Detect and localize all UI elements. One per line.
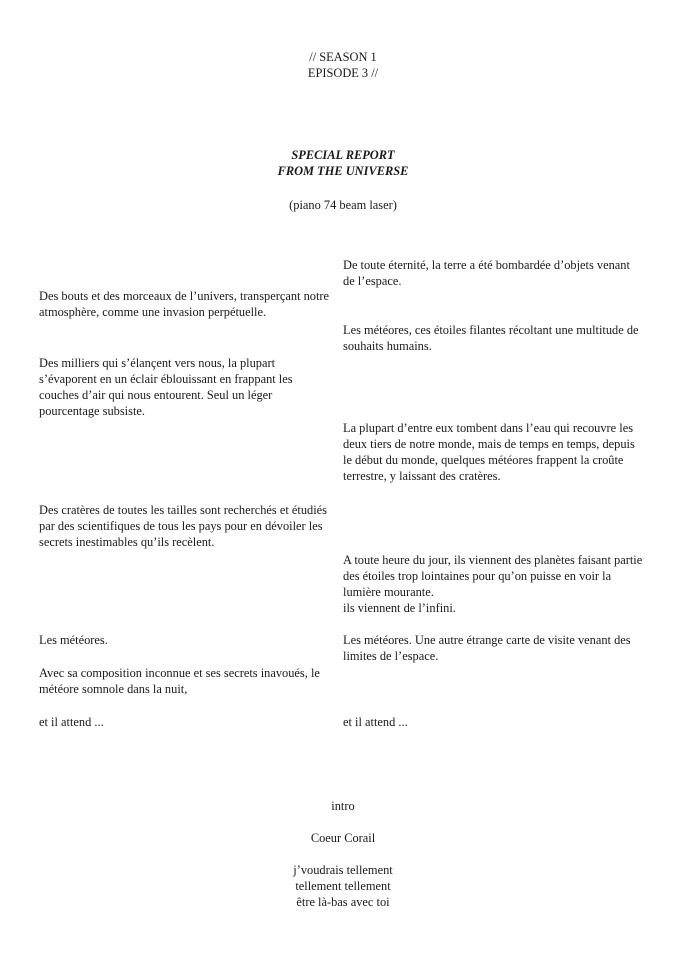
lyric-line-3: être là-bas avec toi xyxy=(296,895,390,909)
right-paragraph-4-line: ils viennent de l’infini. xyxy=(343,601,456,615)
lyric-line-2: tellement tellement xyxy=(295,879,391,893)
title-line-1: SPECIAL REPORT xyxy=(291,148,395,162)
right-paragraph-4-text: A toute heure du jour, ils viennent des planètes faisant partie des étoiles trop lointaines pour qu’on puisse en voir la lumière mourante. xyxy=(343,553,643,599)
right-paragraph-4 xyxy=(343,552,643,616)
right-paragraph-5: Les météores. Une autre étrange carte de visite venant des limites de l’espace. xyxy=(343,633,631,663)
episode-header xyxy=(0,49,686,81)
episode-label: EPISODE 3 // xyxy=(307,66,379,80)
season-label: // SEASON 1 xyxy=(309,50,377,64)
intro-label: intro xyxy=(331,799,355,813)
left-paragraph-5: Avec sa composition inconnue et ses secrets inavoués, le météore somnole dans la nuit, xyxy=(39,666,320,696)
lyric-line-1: j’voudrais tellement xyxy=(293,863,393,877)
subtitle: (piano 74 beam laser) xyxy=(289,198,397,212)
left-paragraph-1: Des bouts et des morceaux de l’univers, transperçant notre atmosphère, comme une invasion perpétuelle. xyxy=(39,289,330,319)
left-paragraph-2: Des milliers qui s’élançent vers nous, la plupart s’évaporent en un éclair éblouissant en frappant les couches d’air qui nous entourent. Seul un léger pourcentage subsiste. xyxy=(39,356,293,418)
left-paragraph-3: Des cratères de toutes les tailles sont recherchés et étudiés par des scientifiques de tous les pays pour en dévoiler les secrets inestimables qu’ils recèlent. xyxy=(39,503,327,549)
left-paragraph-4: Les météores. xyxy=(39,633,108,647)
right-paragraph-1: De toute éternité, la terre a été bombardée d’objets venant de l’espace. xyxy=(343,258,630,288)
right-paragraph-6: et il attend ... xyxy=(343,715,408,729)
left-paragraph-6: et il attend ... xyxy=(39,715,104,729)
page-title xyxy=(0,147,686,179)
title-line-2: FROM THE UNIVERSE xyxy=(277,164,409,178)
footer-lyrics xyxy=(0,798,686,910)
right-paragraph-3: La plupart d’entre eux tombent dans l’eau qui recouvre les deux tiers de notre monde, mais de temps en temps, depuis le début du monde, quelques météores frappent la croûte terrestre, y laissant des cratères. xyxy=(343,421,635,483)
song-title: Coeur Corail xyxy=(310,831,376,845)
right-paragraph-2: Les météores, ces étoiles filantes récoltant une multitude de souhaits humains. xyxy=(343,323,639,353)
